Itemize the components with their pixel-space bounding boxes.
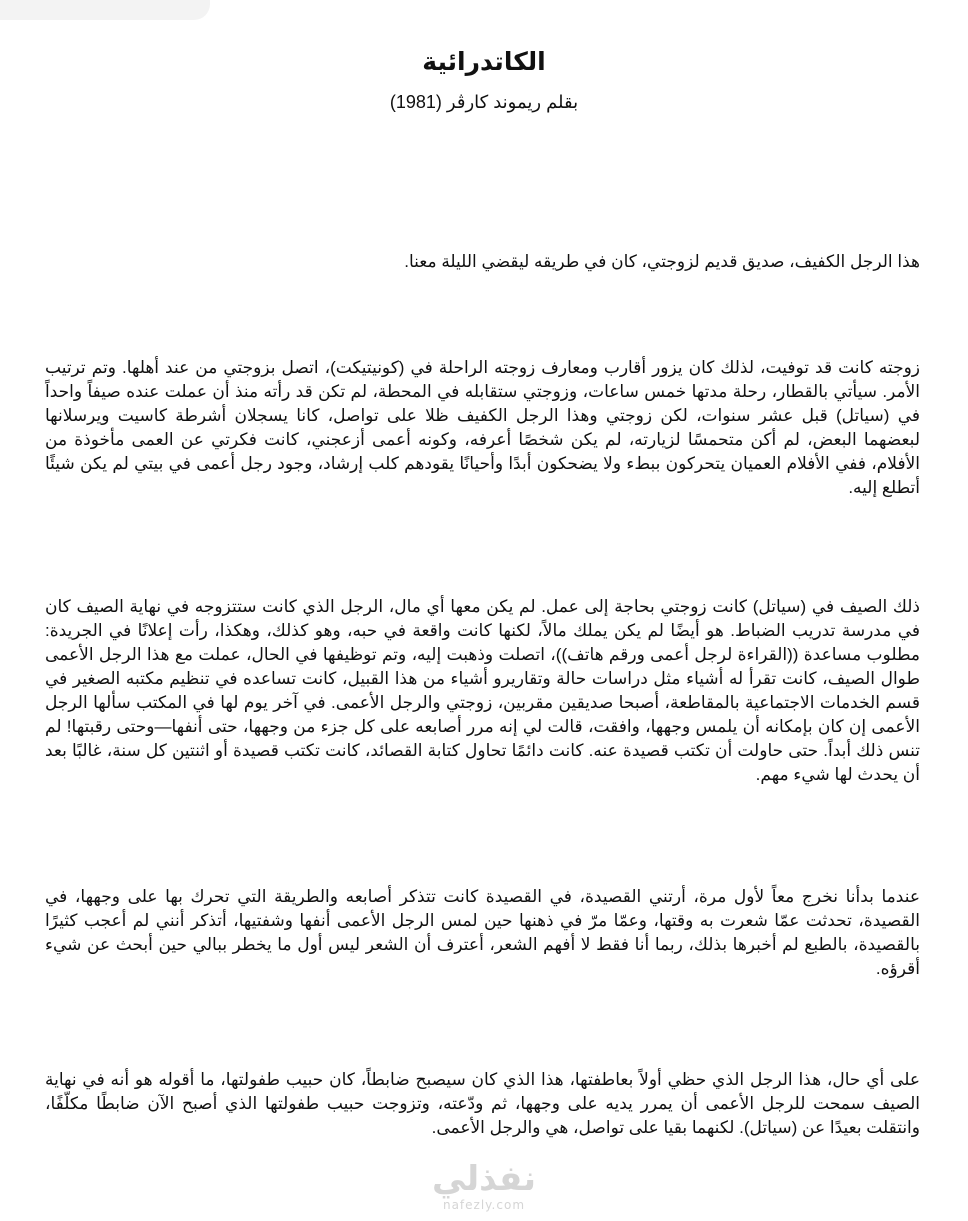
paragraph-2: زوجته كانت قد توفيت، لذلك كان يزور أقارب ومعارف زوجته الراحلة في (كونيتيكت)، اتصل بزوجتي من عند أهلها. وتم ترتيب الأمر. سيأتي بالقطار، رحلة مدتها خمس ساعات، وزوجتي ستقابله في المحطة، لم تكن قد رأته منذ أن عملت عنده صيفاً واحداً في (سياتل) قبل عشر سنوات، لكن زوجتي وهذا الرجل الكفيف ظلا على تواصل، كانا يسجلان أشرطة كاسيت ويرسلانها لبعضهما البعض، لم أكن متحمسًا لزيارته، لم يكن شخصًا أعرفه، وكونه أعمى أزعجني، كانت فكرتي عن العمى مأخوذة من الأفلام، ففي الأفلام العميان يتحركون ببطء ولا يضحكون أبدًا وأحيانًا يقودهم كلب إرشاد، وجود رجل أعمى في بيتي لم يكن شيئًا أتطلع إليه. bbox=[45, 358, 920, 497]
story-title: الكاتدرائية bbox=[422, 47, 546, 76]
top-edge-shade bbox=[0, 0, 210, 20]
paragraph-3: ذلك الصيف في (سياتل) كانت زوجتي بحاجة إلى عمل. لم يكن معها أي مال، الرجل الذي كانت ستتزوجه في نهاية الصيف كان في مدرسة تدريب الضباط. هو أيضًا لم يكن يملك مالاً، لكنها كانت واقعة في حبه، وهو كذلك، وهكذا، رأت إعلانًا في الجريدة: مطلوب مساعدة ((القراءة لرجل أعمى ورقم هاتف))، اتصلت وذهبت إليه، وتم توظيفها في الحال، عملت مع هذا الرجل الأعمى طوال الصيف، كانت تقرأ له أشياء مثل دراسات حالة وتقاريرو أشياء من هذا القبيل، كانت تساعده في تنظيم مكتبه الصغير في قسم الخدمات الاجتماعية بالمقاطعة، أصبحا صديقين مقربين، زوجتي والرجل الأعمى. في آخر يوم لها في المكتب سألها الرجل الأعمى إن كان بإمكانه أن يلمس وجهها، وافقت، قالت لي إنه مرر أصابعه على كل جزء من وجهها، حتى أنفها—وحتى رقبتها! لم تنس ذلك أبداً. حتى حاولت أن تكتب قصيدة عنه. كانت دائمًا تحاول كتابة القصائد، كانت تكتب قصيدة أو اثنتين كل سنة، غالبًا بعد أن يحدث لها شيء مهم. bbox=[45, 597, 920, 784]
watermark-logo bbox=[0, 1160, 968, 1212]
watermark-domain: nafezly.com bbox=[442, 1198, 526, 1212]
paragraph-1: هذا الرجل الكفيف، صديق قديم لزوجتي، كان في طريقه ليقضي الليلة معنا. bbox=[404, 252, 920, 271]
author-byline: بقلم ريموند كارڤر (1981) bbox=[389, 92, 579, 112]
paragraph-5: على أي حال، هذا الرجل الذي حظي أولاً بعاطفتها، هذا الذي كان سيصبح ضابطاً، كان حبيب طفولتها، ما أقوله هو أنه في نهاية الصيف سمحت للرجل الأعمى أن يمرر يديه على وجهها، ثم ودّعته، وتزوجت حبيب طفولتها الذي أصبح الآن ضابطًا مكلّفًا، وانتقلت بعيدًا عن (سياتل). لكنهما بقيا على تواصل، هي والرجل الأعمى. bbox=[45, 1070, 920, 1137]
paragraph-4: عندما بدأنا نخرج معاً لأول مرة، أرتني القصيدة، في القصيدة كانت تتذكر أصابعه والطريقة التي تحرك بها على وجهها، في القصيدة، تحدثت عمّا شعرت به وقتها، وعمّا مرّ في ذهنها حين لمس الرجل الأعمى أنفها وشفتيها، أتذكر أنني لم أعجب كثيرًا بالقصيدة، بالطبع لم أخبرها بذلك، ربما أنا فقط لا أفهم الشعر، أعترف أن الشعر ليس أول ما يخطر ببالي حين أبحث عن شيء أقرؤه. bbox=[45, 887, 920, 978]
watermark-brand: نفذلي bbox=[431, 1159, 537, 1199]
